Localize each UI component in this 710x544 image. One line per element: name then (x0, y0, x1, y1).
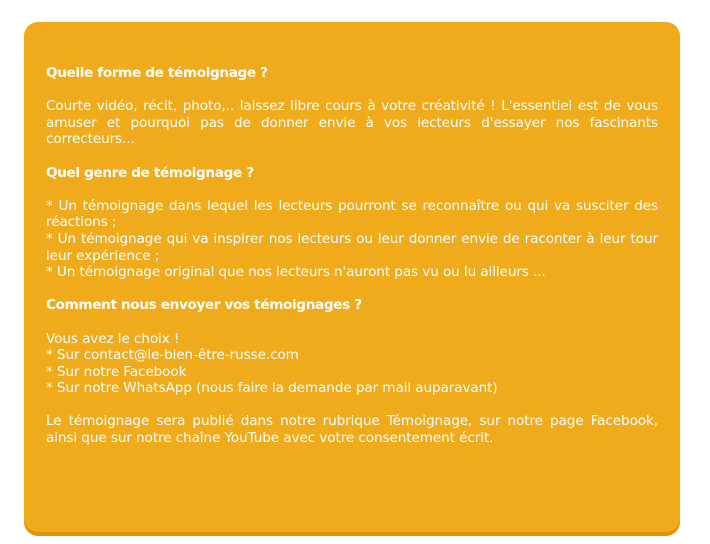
closing-text: Le témoignage sera publié dans notre rubrique Témoignage, sur notre page Facebook, ainsi que sur notre chaîne YouTube avec votre consentement écrit. (46, 413, 658, 447)
spacer (46, 148, 658, 165)
list-item-genre-3: * Un témoignage original que nos lecteurs n'auront pas vu ou lu ailleurs ... (46, 264, 546, 281)
spacer (46, 281, 658, 298)
testimonial-info-card (24, 22, 680, 532)
send-intro: Vous avez le choix ! (46, 330, 180, 347)
section-text-form: Courte vidéo, récit, photo,.. laissez libre cours à votre créativité ! L'essentiel est de vous amuser et pourquoi pas de donner envie à vos lecteurs d'essayer nos fascinants correcteurs... (46, 98, 658, 148)
send-option-email: * Sur contact@le-bien-être-russe.com (46, 347, 299, 364)
card-content (46, 65, 658, 447)
list-item-genre-1: * Un témoignage dans lequel les lecteurs pourront se reconnaître ou qui va susciter des réactions ; (46, 197, 658, 231)
spacer (46, 82, 658, 99)
spacer (46, 181, 658, 198)
section-heading-send: Comment nous envoyer vos témoignages ? (46, 297, 362, 314)
section-heading-form: Quelle forme de témoignage ? (46, 65, 268, 81)
spacer (46, 397, 658, 414)
send-option-facebook: * Sur notre Facebook (46, 363, 187, 380)
spacer (46, 314, 658, 331)
list-item-genre-2: * Un témoignage qui va inspirer nos lecteurs ou leur donner envie de raconter à leur tour leur expérience ; (46, 230, 658, 264)
section-heading-genre: Quel genre de témoignage ? (46, 164, 254, 181)
send-option-whatsapp: * Sur notre WhatsApp (nous faire la demande par mail auparavant) (46, 380, 498, 397)
